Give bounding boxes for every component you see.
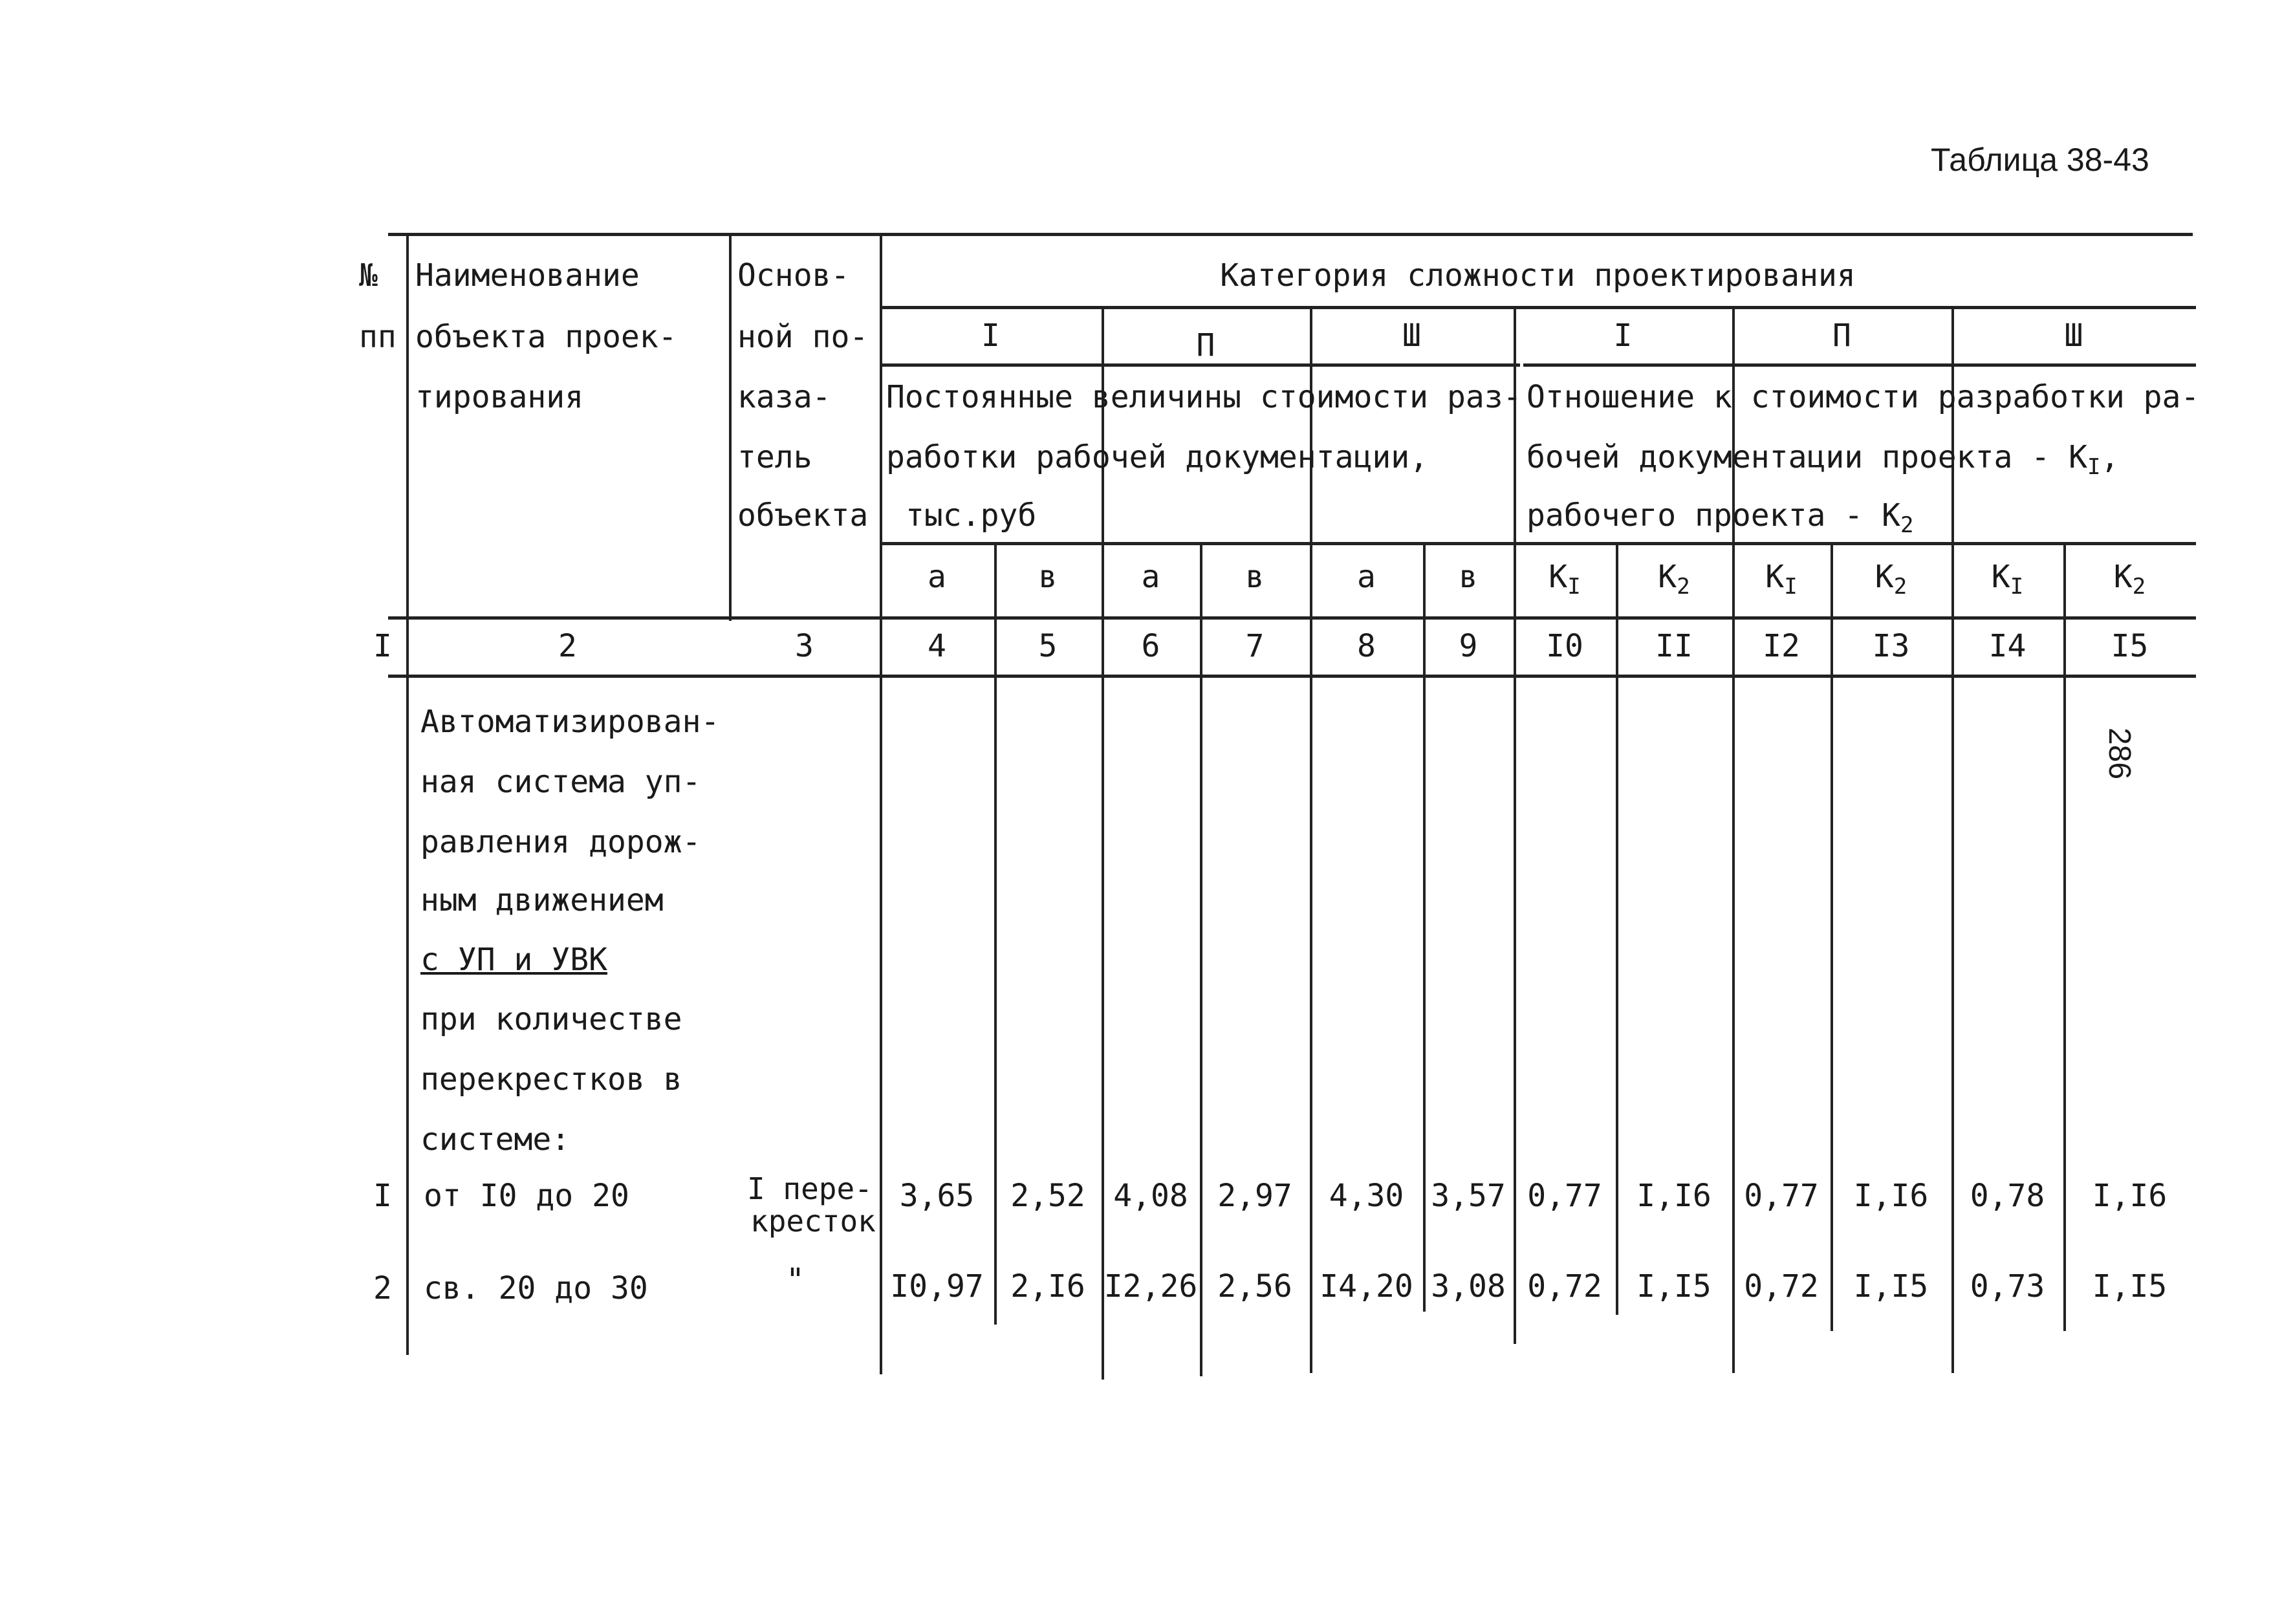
row-number: I	[373, 1178, 392, 1214]
roman-rule-right	[1523, 363, 2196, 367]
row-value: 4,30	[1329, 1178, 1404, 1214]
row-value: 0,73	[1970, 1268, 2045, 1305]
column-number: I5	[2111, 628, 2149, 664]
constant-values-line2: работки рабочей документации,	[886, 439, 1429, 475]
description-line: системе:	[420, 1121, 570, 1158]
column-number: 3	[795, 628, 814, 664]
row-value: 2,I6	[1010, 1268, 1085, 1305]
subheader-a-2: а	[1141, 559, 1160, 595]
row-value: I0,97	[890, 1268, 984, 1305]
row-value: 0,77	[1744, 1178, 1819, 1214]
row-value: 0,77	[1527, 1178, 1602, 1214]
col-rule-num	[406, 233, 409, 1355]
description-line: при количестве	[420, 1001, 682, 1037]
header-indicator-line3: каза-	[737, 379, 831, 415]
description-underlined: с УП и УВК	[420, 942, 607, 978]
subheader-k2-2: $К_2$	[1874, 559, 1907, 600]
row-value: 3,57	[1431, 1178, 1506, 1214]
header-num-line2: пп	[359, 319, 397, 355]
row-value: 2,52	[1010, 1178, 1085, 1214]
row-value: I,I5	[1853, 1268, 1929, 1305]
header-num-line1: №	[359, 257, 378, 294]
column-number: 9	[1459, 628, 1478, 664]
ratio-line2: бочей документации проекта - $К_I$,	[1527, 439, 2120, 480]
header-name-line1: Наименование	[415, 257, 640, 294]
description-line: Автоматизирован-	[420, 704, 720, 740]
column-number: 7	[1245, 628, 1265, 664]
roman-rule-left	[880, 363, 1520, 367]
subheader-rule	[880, 542, 2196, 545]
row-value: 0,78	[1970, 1178, 2045, 1214]
col-numbers-rule	[388, 675, 2196, 678]
header-indicator-line4: тель	[737, 439, 812, 475]
subheader-k1-3: $К_I$	[1991, 559, 2024, 600]
subheader-a-1: а	[928, 559, 946, 595]
category-title: Категория сложности проектирования	[1220, 257, 1856, 294]
category-right-1: I	[1613, 318, 1633, 354]
ratio-line1: Отношение к стоимости разработки ра-	[1527, 379, 2200, 415]
table-label: Таблица 38-43	[1931, 142, 2149, 178]
header-indicator-line5: объекта	[737, 497, 869, 534]
page-number: 286	[2102, 728, 2136, 780]
row-value: 4,08	[1113, 1178, 1188, 1214]
subheader-v-3: в	[1459, 559, 1478, 595]
row-value: 0,72	[1527, 1268, 1602, 1305]
category-rule	[880, 306, 2196, 309]
column-number: I3	[1872, 628, 1910, 664]
column-number: II	[1655, 628, 1693, 664]
header-name-line2: объекта проек-	[415, 319, 677, 355]
row-indicator-ditto: "	[786, 1262, 805, 1298]
column-number: I4	[1988, 628, 2027, 664]
table-top-rule	[388, 233, 2193, 236]
subheader-a-3: а	[1357, 559, 1376, 595]
column-number: 2	[558, 628, 577, 664]
category-right-3: Ш	[2064, 318, 2083, 354]
header-indicator-line2: ной по-	[737, 319, 869, 355]
header-bottom-rule	[388, 616, 2196, 620]
column-number: I2	[1763, 628, 1800, 664]
row-value: I2,26	[1103, 1268, 1198, 1305]
row-value: I,I5	[1636, 1268, 1712, 1305]
row-name: от I0 до 20	[424, 1178, 629, 1214]
row-value: I,I6	[2092, 1178, 2168, 1214]
constant-values-line1: Постоянные величины стоимости раз-	[886, 379, 1522, 415]
row-name: св. 20 до 30	[424, 1270, 648, 1306]
constant-values-line3: тыс.руб	[906, 497, 1037, 534]
category-left-3: Ш	[1402, 318, 1421, 354]
col-rule-name	[729, 233, 732, 621]
category-left-2: П	[1196, 327, 1215, 363]
row-value: I4,20	[1320, 1268, 1413, 1305]
row-value: I,I6	[1636, 1178, 1712, 1214]
description-line: ная система уп-	[420, 764, 701, 800]
category-right-2: П	[1832, 318, 1851, 354]
row-value: I,I5	[2092, 1268, 2168, 1305]
column-number: I	[373, 628, 392, 664]
row-value: 0,72	[1744, 1268, 1819, 1305]
row-value: 3,08	[1431, 1268, 1506, 1305]
category-left-1: I	[981, 318, 1000, 354]
column-number: 4	[928, 628, 946, 664]
column-number: 5	[1038, 628, 1058, 664]
ratio-line3: рабочего проекта - $К_2$	[1527, 497, 1914, 538]
subheader-k2-3: $К_2$	[2113, 559, 2146, 600]
row-number: 2	[373, 1270, 392, 1306]
column-number: I0	[1546, 628, 1583, 664]
col-rule-cat2-split	[1200, 542, 1202, 1376]
row-value: 2,97	[1217, 1178, 1292, 1214]
header-indicator-line1: Основ-	[737, 257, 850, 294]
row-value: 2,56	[1217, 1268, 1292, 1305]
column-number: 8	[1357, 628, 1376, 664]
subheader-v-2: в	[1245, 559, 1265, 595]
row-indicator-line1: I пере-	[747, 1171, 873, 1206]
column-number: 6	[1141, 628, 1160, 664]
subheader-k1-2: $К_I$	[1765, 559, 1798, 600]
description-line: перекрестков в	[420, 1061, 682, 1098]
subheader-k1-1: $К_I$	[1548, 559, 1581, 600]
row-value: 3,65	[899, 1178, 975, 1214]
header-name-line3: тирования	[415, 379, 584, 415]
description-line: равления дорож-	[420, 824, 701, 860]
subheader-v-1: в	[1038, 559, 1058, 595]
row-indicator-line2: кресток	[750, 1204, 876, 1239]
subheader-k2-1: $К_2$	[1658, 559, 1690, 600]
row-value: I,I6	[1853, 1178, 1929, 1214]
description-line: ным движением	[420, 882, 664, 918]
